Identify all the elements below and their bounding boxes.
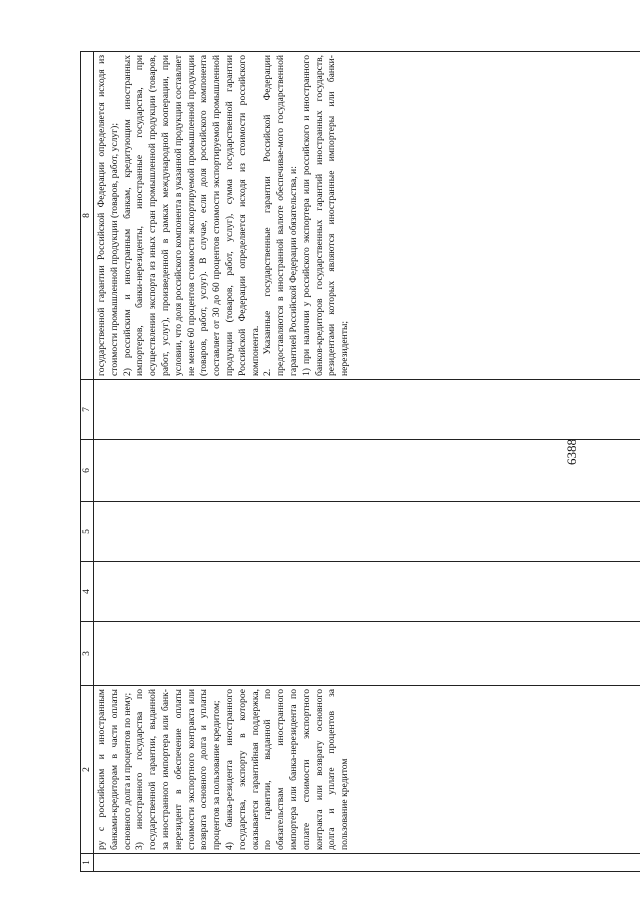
column-header-7: 7: [81, 380, 94, 440]
cell-col-6: [94, 440, 640, 502]
cell-col-5: [94, 502, 640, 562]
cell-col-7: [94, 380, 640, 440]
column-header-1: 1: [81, 854, 94, 872]
col8-paragraph: 1) при наличии у российского экспортера или российского и иностранного банков-кредиторов государственных гарантий иностранных государств, резидентами которых являются иностранные импортеры или банки-нерезиденты;: [300, 55, 351, 376]
col2-paragraph: 3) иностранного государства по государственной гарантии, выданной за иностранного импортера или банк-нерезидент в обеспечение оплаты стоимости экспортного контракта или возврата основного долга и уплаты процентов за пользование кредитом;: [134, 689, 223, 850]
page-number: 6388: [564, 439, 579, 465]
table-row: [94, 52, 640, 872]
col8-paragraph: 2. Указанные государственные гарантии Российской Федерации предоставляются в иностранной валюте обеспечивае-мого государственной гарантией Российской Федерации обязательства, и:: [262, 55, 299, 376]
col2-paragraph: ру с российским и иностранным банками-кредиторам в части оплаты основного долга и процентов по нему;: [96, 689, 133, 850]
cell-col-4: [94, 562, 640, 622]
rotated-table-wrapper: [80, 52, 640, 872]
col2-paragraph: 4) банка-резидента иностранного государства, экспорту в которое оказывается гарантийная поддержка, по гарантии, выданной по обязательствам иностранного импортера или банка-нерезидента по оплате стоимости экспортного контракта или возврату основного долга и уплате процентов за пользование кредитом: [223, 689, 351, 850]
cell-col-1: [94, 854, 640, 872]
cell-col-3: [94, 622, 640, 686]
column-header-8: 8: [81, 52, 94, 380]
column-header-5: 5: [81, 502, 94, 562]
column-header-3: 3: [81, 622, 94, 686]
col8-paragraph: 2) российским и иностранным банкам, кредитующим иностранных импортеров, банки-нерезиденты, иностранные государства, при осуществлении экспорта из иных стран промышленной продукции (товаров, работ, услуг), произведенной в рамках международной кооперации, при условии, что доля российского компонента в указанной продукции составляет не менее 60 процентов стоимости экспортируемой промышленной продукции (товаров, работ, услуг). В случае, если доля российского компонента составляет от 30 до 60 процентов стоимости экспортируемой промышленной продукции (товаров, работ, услуг), сумма государственной гарантии Российской Федерации определяется исходя из стоимости российского компонента.: [121, 55, 261, 376]
table-header-row: [81, 52, 94, 872]
column-header-2: 2: [81, 686, 94, 854]
cell-col-8: [94, 52, 640, 380]
column-header-6: 6: [81, 440, 94, 502]
cell-col-2: [94, 686, 640, 854]
document-table: [80, 51, 640, 872]
col8-paragraph: государственной гарантии Российской Федерации определяется исходя из стоимости промышленной продукции (товаров, работ, услуг);: [96, 55, 120, 376]
column-header-4: 4: [81, 562, 94, 622]
